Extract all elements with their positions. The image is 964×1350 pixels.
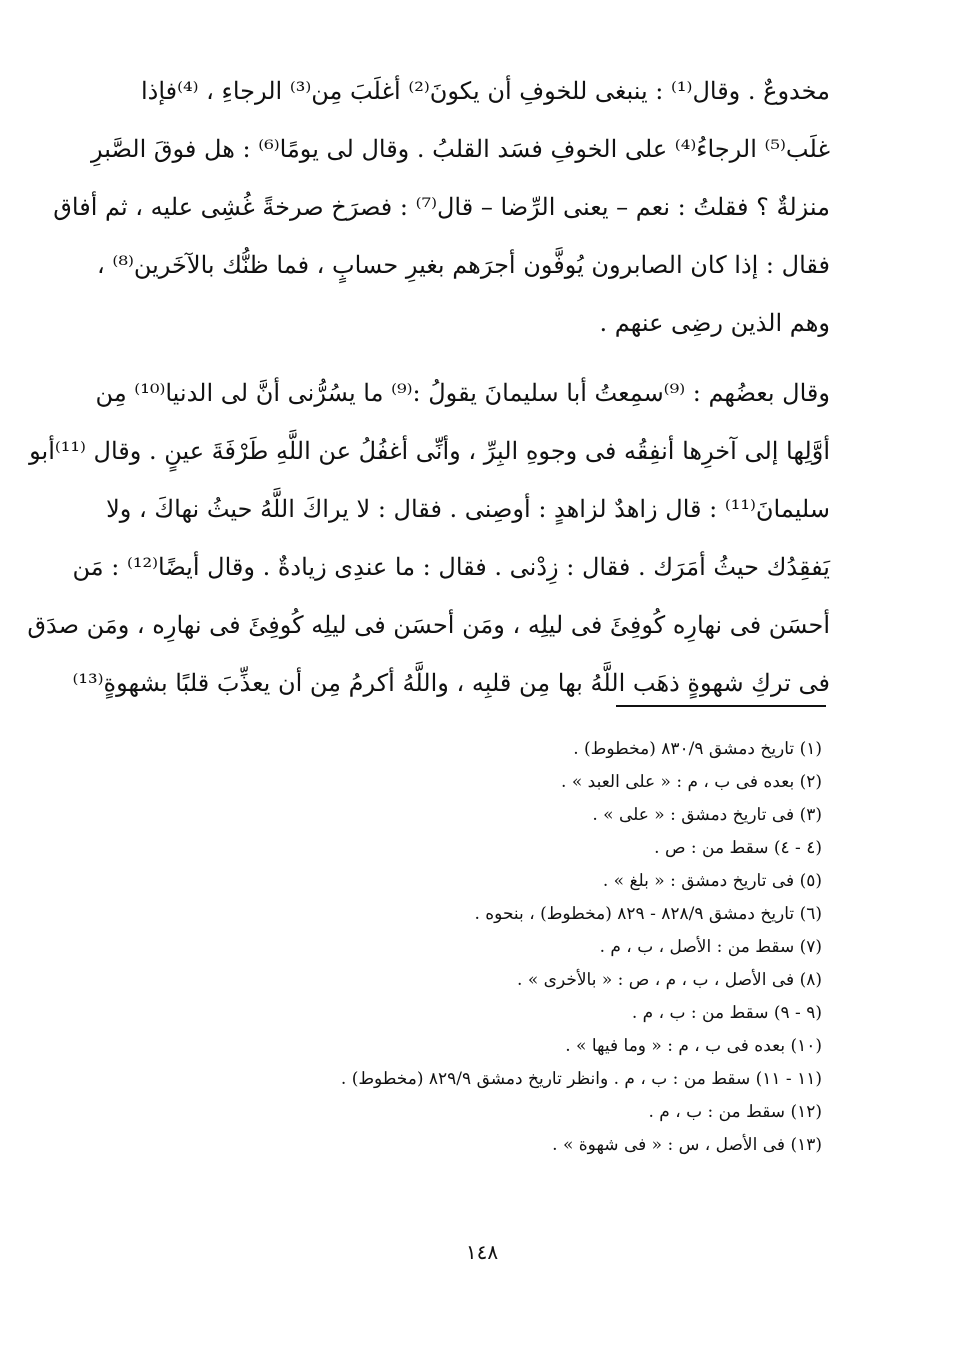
footnote: (٧) سقط من : الأصل ، ب ، م . <box>599 937 822 957</box>
footnote: (٤ - ٤) سقط من : ص . <box>654 838 822 858</box>
text-line: مخدوعٌ . وقال⁽¹⁾ : ينبغى للخوفِ أن يكونَ⁽²⁾ أغلَبَ مِن⁽³⁾ الرجاءِ ، ⁽⁴⁾فإذا <box>140 77 830 105</box>
footnote: (٨) فى الأصل ، ب ، م ، ص : « بالأخرى » . <box>517 970 822 990</box>
text-line: يَفقِدُك حيثُ أمَرَك . فقال : زِدْنى . فقال : ما عندِى زيادةٌ . وقال أيضًا⁽¹²⁾ : مَن <box>72 553 830 581</box>
text-line: سليمانَ⁽¹¹⁾ : قال زاهدٌ لزاهدٍ : أوصِنى . فقال : لا يراكَ اللَّهُ حيثُ نهاكَ ، ولا <box>106 495 830 523</box>
footnote: (٢) بعده فى ب ، م : « على العبد » . <box>561 772 822 792</box>
footnotes <box>202 733 822 1162</box>
text-line: أوَّلِها إلى آخرِها أنفِقُه فى وجوهِ البِرِّ ، وأنِّى أغفُلُ عن اللَّهِ طَرْفَةَ عينٍ . وقال ⁽¹¹⁾أبو <box>29 437 830 465</box>
footnote: (٣) فى تاريخ دمشق : « على » . <box>592 805 822 825</box>
text-line: أحسَن فى نهارِه كُوفِئَ فى ليلِه ، ومَن أحسَن فى ليلِه كُوفِئَ فى نهارِه ، ومَن صدَق <box>27 611 830 639</box>
footnote: (١٢) سقط من : ب ، م . <box>648 1102 822 1122</box>
text-line: منزلةٌ ؟ فقلتُ : نعم – يعنى الرِّضا – قال⁽⁷⁾ : فصرَخ صرخةً غُشِى عليه ، ثم أفاق <box>53 193 830 221</box>
text-line: وهم الذين رضِى عنهم . <box>599 309 830 337</box>
paragraph-gap <box>108 352 830 364</box>
main-text <box>27 62 830 712</box>
text-line: وقال بعضُهم : ⁽⁹⁾سمِعتُ أبا سليمانَ يقولُ :⁽⁹⁾ ما يسُرُّنى أنَّ لى الدنيا⁽¹⁰⁾ مِن <box>95 379 830 407</box>
page-number: ١٤٨ <box>465 1240 499 1264</box>
footnote: (١١ - ١١) سقط من : ب ، م . وانظر تاريخ دمشق ٨٢٩/٩ (مخطوط) . <box>340 1069 822 1089</box>
footnote: (١) تاريخ دمشق ٨٣٠/٩ (مخطوط) . <box>573 739 822 759</box>
footnote: (١٠) بعده فى ب ، م : « وما فيها » . <box>565 1036 822 1056</box>
footnote: (٥) فى تاريخ دمشق : « بلغ » . <box>602 871 822 891</box>
text-line: غلَب⁽⁵⁾ الرجاءُ⁽⁴⁾ على الخوفِ فسَد القلبُ . وقال لى يومًا⁽⁶⁾ : هل فوقَ الصَّبرِ <box>91 135 830 163</box>
text-line: فقال : إذا كان الصابرون يُوفَّون أجرَهم بغيرِ حسابٍ ، فما ظنُّك بالآخَرين⁽⁸⁾ ، <box>97 251 830 279</box>
footnote: (١٣) فى الأصل ، س : « فى شهوة » . <box>552 1135 822 1155</box>
footnote: (٦) تاريخ دمشق ٨٢٨/٩ - ٨٢٩ (مخطوط) ، بنحوه . <box>474 904 822 924</box>
footnote: (٩ - ٩) سقط من : ب ، م . <box>631 1003 822 1023</box>
text-line: فى تركِ شهوةٍ ذهَب اللَّهُ بها مِن قلبِه ، واللَّهُ أكرمُ مِن أن يعذِّبَ قلبًا بشهوةٍ⁽¹³⁾ <box>72 669 830 697</box>
footnote-separator <box>616 705 826 707</box>
